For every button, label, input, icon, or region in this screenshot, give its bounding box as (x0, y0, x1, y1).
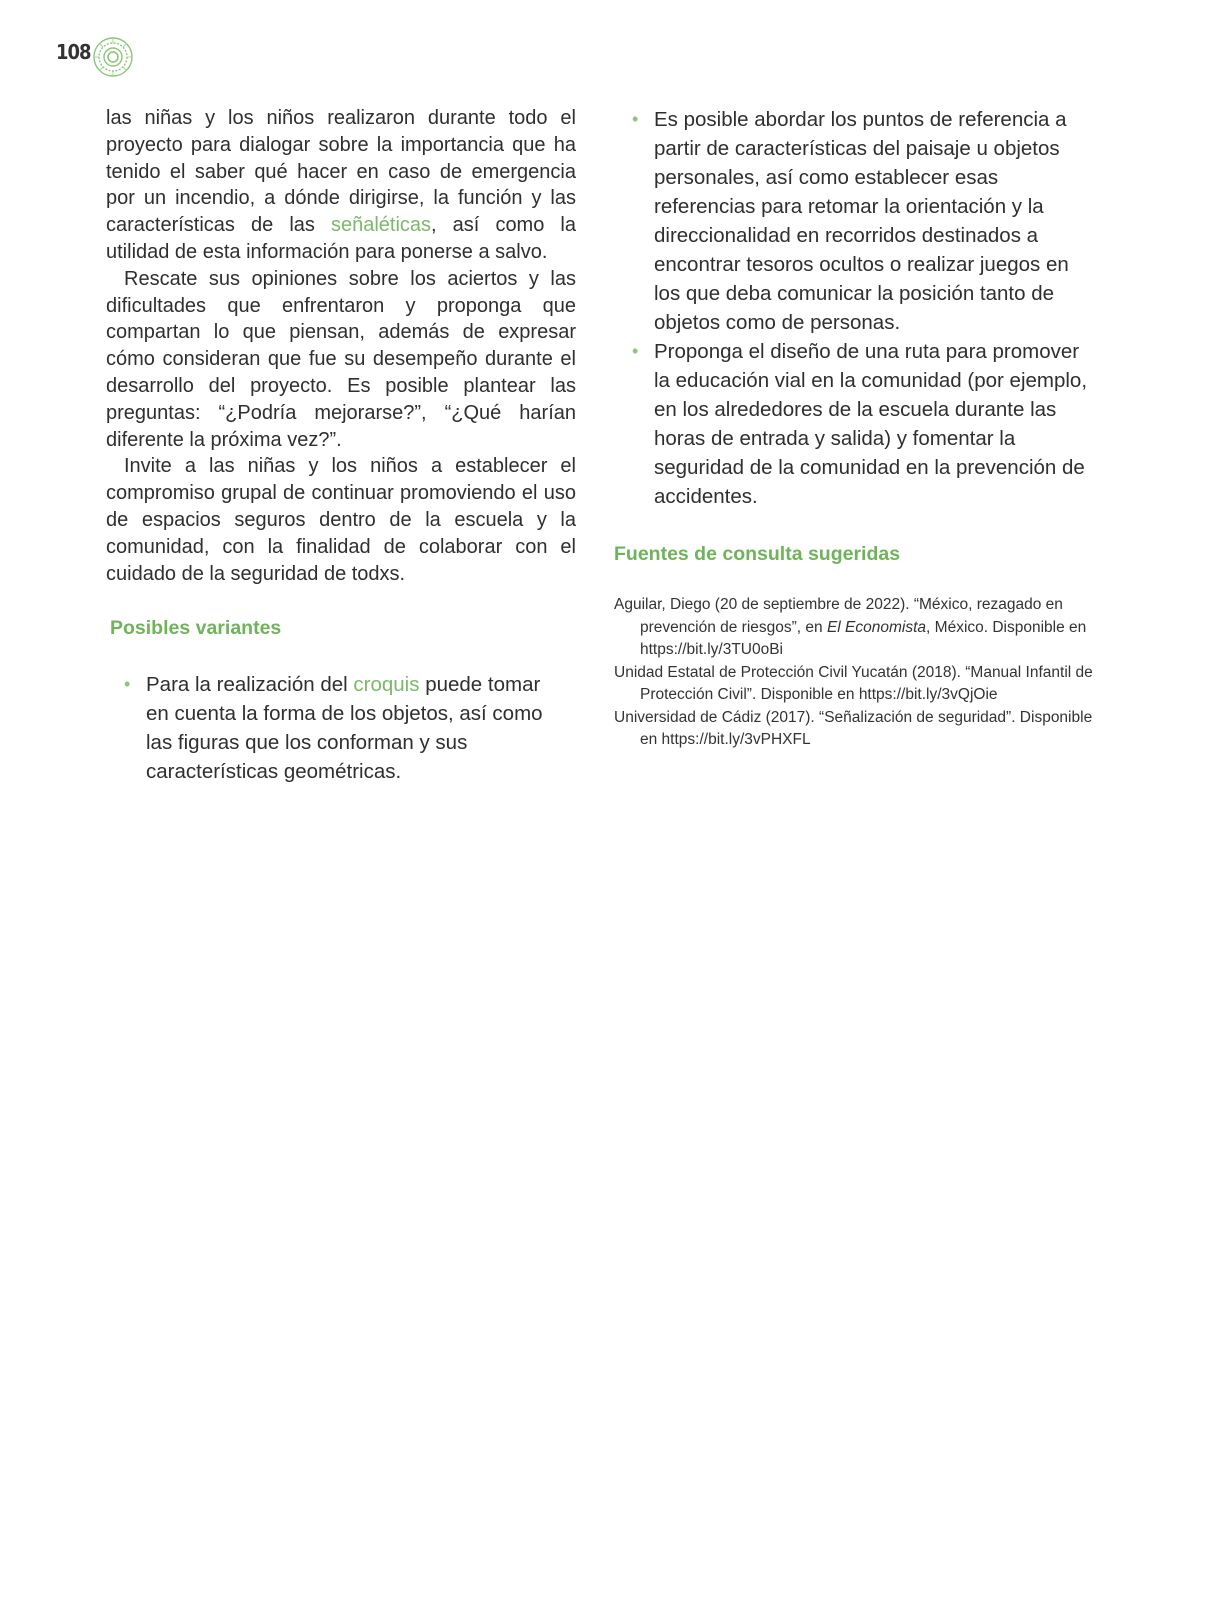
paragraph-commitment: Invite a las niñas y los niños a establecer el compromiso grupal de continuar promoviendo el uso de espacios seguros dentro de la escuela y la comunidad, con la finalidad de colaborar con el cuidado de la seguridad de todxs. (106, 455, 576, 585)
bullet-text-references: Es posible abordar los puntos de referencia a partir de características del paisaje u objetos personales, así como establecer esas referencias para retomar la orientación y la direccionalidad en recorridos destinados a encontrar tesoros ocultos o realizar juegos en los que deba comunicar la posición tanto de objetos como de personas. (654, 108, 1069, 334)
croquis-term: croquis (353, 673, 420, 697)
references-list (614, 594, 1094, 752)
reference-text: Universidad de Cádiz (2017). “Señalización de seguridad”. Disponible en https://bit.ly/3vPHXFL (614, 708, 1093, 748)
right-bullet-list (614, 105, 1094, 511)
reference-item (614, 594, 1094, 662)
bullet-icon: • (632, 341, 639, 361)
reference-item (614, 707, 1094, 752)
paragraph-intro-text-end: , así como la utilidad de esta información para ponerse a salvo. (106, 214, 576, 263)
paragraph-intro (106, 105, 576, 266)
paragraph-opinions: Rescate sus opiniones sobre los aciertos y las dificultades que enfrentaron y proponga que compartan lo que piensan, además de expresar cómo consideran que fue su desempeño durante el desarrollo del proyecto. Es posible plantear las preguntas: “¿Podría mejorarse?”, “¿Qué harían diferente la próxima vez?”. (106, 267, 576, 451)
reference-italic: El Economista (826, 618, 927, 636)
reference-text-end: , México. Disponible en https://bit.ly/3TU0oBi (640, 618, 1087, 658)
reference-text: Aguilar, Diego (20 de septiembre de 2022). “México, rezagado en prevención de riesgos”, en (614, 596, 1063, 636)
variants-list (106, 670, 576, 786)
bullet-icon: • (632, 109, 639, 129)
green-rosette-icon (92, 36, 134, 78)
page-number: 108 (56, 40, 91, 64)
reference-text: Unidad Estatal de Protección Civil Yucatán (2018). “Manual Infantil de Protección Civil”. Disponible en https://bit.ly/3vQjOie (614, 663, 1093, 703)
sources-heading: Fuentes de consulta sugeridas (614, 543, 901, 565)
right-column (614, 105, 1094, 752)
bullet-text-route: Proponga el diseño de una ruta para promover la educación vial en la comunidad (por ejemplo, en los alrededores de la escuela durante las horas de entrada y salida) y fomentar la seguridad de la comunidad en la prevención de accidentes. (654, 340, 1088, 508)
list-item (106, 670, 576, 786)
left-column (106, 105, 576, 786)
senaleticas-term: señaléticas (330, 214, 432, 237)
bullet-icon: • (124, 674, 131, 695)
list-item (614, 337, 1094, 511)
variants-heading: Posibles variantes (110, 617, 282, 640)
paragraph-intro-text: las niñas y los niños realizaron durante todo el proyecto para dialogar sobre la importancia que ha tenido el saber qué hacer en caso de emergencia por un incendio, a dónde dirigirse, la función y las características de las (106, 107, 576, 237)
variant-text: Para la realización del (146, 673, 354, 697)
variant-text-end: puede tomar en cuenta la forma de los objetos, así como las figuras que los conforman y sus características geométricas. (146, 673, 543, 784)
reference-item (614, 662, 1094, 707)
list-item (614, 105, 1094, 337)
